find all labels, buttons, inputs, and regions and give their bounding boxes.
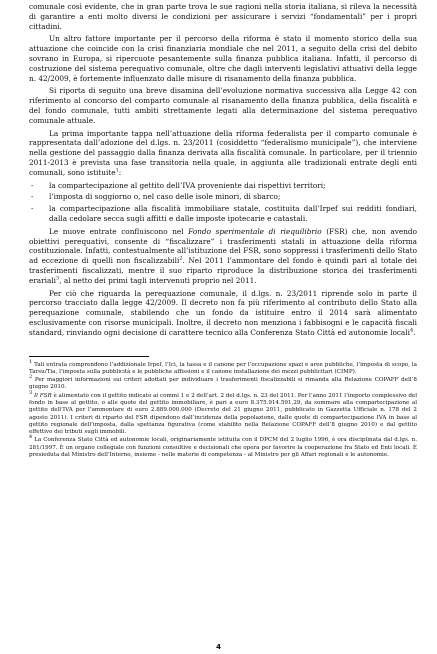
footnote-text: La Conferenza Stato Città ed autonomie locali, originariamente istituita con il DPCM del 2 luglio 1996, è ora disciplinata dal d.lgs. n. 281/1997. È un organo collegiale con funzioni consultive e decisionali che opera per favorire la cooperazione fra Stato ed Enti locali. È presieduta dal Ministro dell’Interno, insieme - nelle materie di competenza - al Ministro per gli Affari regionali e le autonomie. — [29, 437, 417, 459]
paragraph-4: La prima importante tappa nell’attuazione della riforma federalista per il comparto comunale è rappresentata dall’adozione del d.lgs. n. 23/2011 (cosiddetto “federalismo municipale”), che interviene nella gestione del passaggio dalla finanza derivata alla fiscalità comunale. In particolare, per il triennio 2011-2013 è prevista una fase transitoria nella quale, in aggiunta alle tradizionali entrate degli enti comunali, sono istituite$^1$: — [29, 128, 417, 177]
paragraph-3: Si riporta di seguito una breve disamina dell’evoluzione normativa successiva alla Legge 42 con riferimento al concorso del comparto comunale al risanamento della finanza pubblica, della fiscalità e del fondo comunale, tutti ambiti strettamente legati alla determinazione del sistema perequativo comunale attuale. — [29, 86, 417, 125]
page-number: 4 — [216, 643, 221, 651]
document-page — [29, 2, 417, 460]
paragraph-2: Un altro fattore importante per il percorso della riforma è stato il momento storico della sua attuazione che coincide con la crisi finanziaria mondiale che nel 2011, a seguito della crisi del debito sovrano in Europa, si ripercuote pesantemente sulla finanza pubblica italiana. Infatti, il percorso di costruzione del sistema perequativo comunale, oltre che dagli interventi legislativi attuativi della legge n. 42/2009, è fortemente influenzato dalle misure di risanamento della finanza pubblica. — [29, 34, 417, 83]
bullet-dash: - — [31, 192, 34, 202]
footnote-text: Tali entrata comprendono l’addizionale Irpef, l’Ici, la tassa e il canone per l’occupazione spazi e aree pubbliche, l’imposta di scopo, la Tarsu/Tia, l’imposta sulla pubblicità e le pubbliche affissioni e il canone installazione dei mezzi pubblicitari (CIMP). — [29, 361, 417, 375]
footnote-ref-4: 4 — [409, 327, 414, 334]
list-item — [29, 204, 417, 224]
bullet-dash: - — [31, 180, 34, 190]
footnote-3 — [29, 389, 417, 437]
body-text — [29, 2, 417, 338]
footnote-ref-2: 2 — [179, 255, 183, 262]
footnote-text: Per maggiori informazioni sui criteri adottati per individuare i trasferimenti fiscalizzabili si rimanda alla Relazione COPAFF dell’8 giugno 2010. — [29, 377, 417, 391]
paragraph-5-after2: . Nel 2011 l’ammontare del fondo è quindi pari al totale dei trasferimenti fiscalizzati, mentre il suo riparto riproduce la distribuzione storica dei trasferimenti erariali — [29, 256, 417, 285]
list-item — [29, 181, 417, 191]
paragraph-6-end: . — [413, 327, 416, 337]
bullet-dash: - — [31, 204, 34, 214]
paragraph-5-before: Le nuove entrate confluiscono nel — [49, 226, 189, 236]
footnote-1 — [29, 358, 417, 377]
paragraph-1: comunale così evidente, che in gran parte trova le sue ragioni nella storia italiana, si rileva la necessità di garantire a enti molto diversi le condizioni per assicurare i servizi “fondamentali” per i propri cittadini. — [29, 2, 417, 31]
paragraph-5-italic: Fondo sperimentale di riequilibrio — [188, 226, 322, 236]
footnote-separator — [29, 356, 149, 357]
list-item-text: l’imposta di soggiorno o, nel caso delle isole minori, di sbarco; — [49, 192, 281, 202]
footnote-number: 1 — [29, 358, 33, 365]
list-item-text: la compartecipazione alla fiscalità immobiliare statale, costituita dall’Irpef sui redditi fondiari, dalla cedolare secca sugli affitti e dalle imposte ipotecarie e catastali. — [49, 204, 417, 223]
list-item-text: la compartecipazione al gettito dell’IVA proveniente dai rispettivi territori; — [49, 180, 326, 190]
footnote-text: è alimentato con il gettito indicato ai commi 1 e 2 dell’art. 2 del d.lgs. n. 23 del 2011. Per l’anno 2011 l’importo complessivo del fondo in base al gettito, o alle quote del gettito immobiliare, è pari a euro 8.375.914.591,29, da sommare alla compartecipazione al gettito dell’IVA per l’ammontare di euro 2.889.000.000 (Decreto del 21 giugno 2011, pubblicato in Gazzetta Ufficiale n. 178 del 2 agosto 2011). I criteri di riparto del FSR dipendono dall’incidenza della popolazione, dalle quote di compartecipazione IVA in base al gettito regionale dell’imposta, dalla spettanza figurativa (come stabilito nella Relazione COPAFF dell’8 giugno 2010) e dal gettito effettivo dei tributi sugli immobili. — [29, 392, 417, 436]
footnote-ref-3: 3 — [56, 275, 60, 282]
footnote-number: 3 — [29, 389, 33, 396]
footnote-ref-1: 1 — [115, 167, 119, 174]
list-item — [29, 192, 417, 202]
footnote-number: 2 — [29, 374, 33, 381]
footnote-4 — [29, 434, 417, 459]
footnote-2 — [29, 374, 417, 392]
footnote-italic: Il FSR — [32, 392, 52, 399]
paragraph-5-after: (FSR) che, non avendo obiettivi perequativi, consente di “fiscalizzare” i trasferimenti statali in attuazione della riforma costituzionale. Infatti, contestualmente all’istituzione del FSR, sono soppressi i trasferimenti dello Stato ad eccezione di quelli non fiscalizzabili — [29, 226, 417, 266]
paragraph-4-text: La prima importante tappa nell’attuazione della riforma federalista per il comparto comunale è rappresentata dall’adozione del d.lgs. n. 23/2011 (cosiddetto “federalismo municipale”), che interviene nella gestione del passaggio dalla finanza derivata alla fiscalità comunale. In particolare, per il triennio 2011-2013 è prevista una fase transitoria nella quale, in aggiunta alle tradizionali entrate degli enti comunali, sono istituite — [29, 128, 417, 177]
paragraph-5 — [29, 227, 417, 286]
paragraph-5-after3: , al netto dei primi tagli intervenuti proprio nel 2011. — [59, 275, 257, 285]
paragraph-6 — [29, 289, 417, 338]
footnote-number: 4 — [29, 434, 33, 441]
footnotes — [29, 358, 417, 460]
bullet-list — [29, 181, 417, 224]
paragraph-6-text: Per ciò che riguarda la perequazione comunale, il d.lgs. n. 23/2011 riprende solo in parte il percorso tracciato dalla legge 42/2009. Il decreto non fa più riferimento al contributo dello Stato alla perequazione comunale, stabilendo che un fondo da istituire entro il 2014 sarà alimentato esclusivamente con risorse municipali. Inoltre, il decreto non menziona i fabbisogni e le capacità fiscali standard, rinviando ogni decisione di carattere tecnico alla Conferenza Stato Città ed autonomie locali — [29, 288, 417, 337]
